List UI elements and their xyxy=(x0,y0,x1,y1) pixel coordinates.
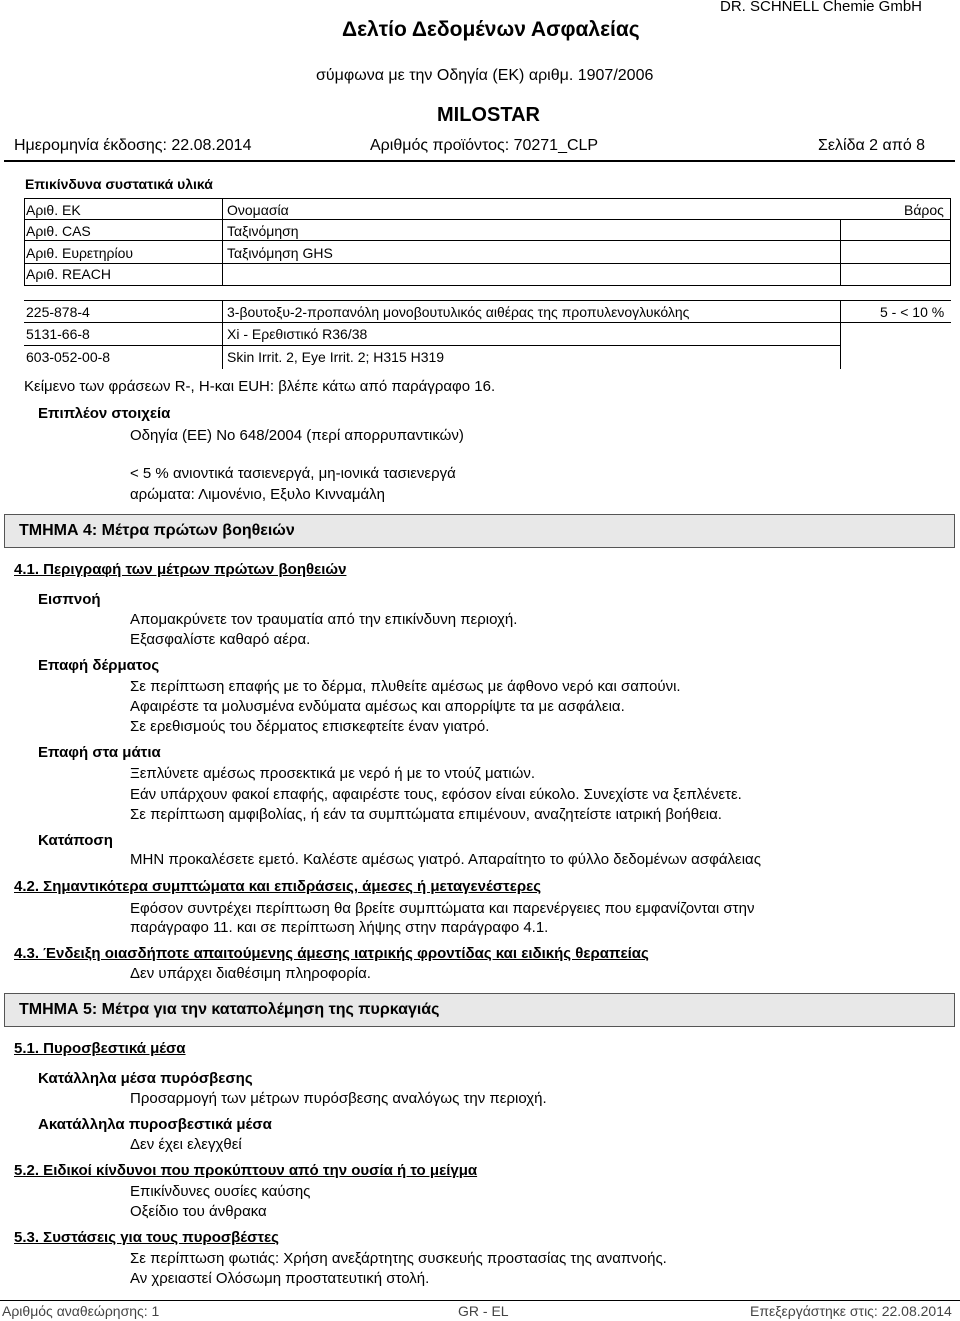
document-title: Δελτίο Δεδομένων Ασφαλείας xyxy=(342,18,640,41)
suitable-media-label: Κατάλληλα μέσα πυρόσβεσης xyxy=(38,1070,253,1087)
header-reach-no: Αριθ. REACH xyxy=(26,266,111,282)
skin-contact-text: Σε περίπτωση επαφής με το δέρμα, πλυθείτε αμέσως με άφθονο νερό και σαπούνι. xyxy=(130,678,681,695)
subsection-4-3-title: 4.3. Ένδειξη οιασδήποτε απαιτούμενης άμεσης ιατρικής φροντίδας και ειδικής θεραπείας xyxy=(14,945,649,962)
subsection-5-3-text: Αν χρειαστεί Ολόσωμη προστατευτική στολή. xyxy=(130,1270,430,1287)
section-5-header xyxy=(4,993,955,1027)
inhalation-text: Εξασφαλίστε καθαρό αέρα. xyxy=(130,631,311,648)
section-4-header xyxy=(4,514,955,548)
table-right-border xyxy=(950,198,951,285)
table-row-divider xyxy=(24,219,951,220)
table-row-divider xyxy=(24,240,951,241)
unsuitable-media-label: Ακατάλληλα πυροσβεστικά μέσα xyxy=(38,1116,272,1133)
ingestion-label: Κατάποση xyxy=(38,832,113,849)
regulation-note: σύμφωνα με την Οδηγία (ΕΚ) αριθμ. 1907/2006 xyxy=(316,67,654,84)
section-5-title: ΤΜΗΜΑ 5: Μέτρα για την καταπολέμηση της πυρκαγιάς xyxy=(19,1001,440,1018)
unsuitable-media-text: Δεν έχει ελεγχθεί xyxy=(130,1136,242,1153)
table-row-divider xyxy=(24,285,951,286)
skin-contact-text: Σε ερεθισμούς του δέρματος επισκεφτείτε έναν γιατρό. xyxy=(130,718,490,735)
subsection-5-1-title: 5.1. Πυροσβεστικά μέσα xyxy=(14,1040,186,1057)
issue-date: Ημερομηνία έκδοσης: 22.08.2014 xyxy=(14,137,252,154)
phrases-note: Κείμενο των φράσεων R-, H-και EUH: βλέπε κάτω από παράγραφο 16. xyxy=(24,378,496,395)
additional-info-line: αρώματα: Λιμονένιο, Εξυλο Κινναμάλη xyxy=(130,486,386,503)
header-index-no: Αριθ. Ευρετηρίου xyxy=(26,245,134,261)
table-col-divider xyxy=(840,219,841,285)
header-cas-no: Αριθ. CAS xyxy=(26,223,91,239)
section-4-title: ΤΜΗΜΑ 4: Μέτρα πρώτων βοηθειών xyxy=(19,522,295,539)
cell-weight: 5 - < 10 % xyxy=(880,304,945,320)
header-divider xyxy=(4,160,955,162)
revision-number: Αριθμός αναθεώρησης: 1 xyxy=(2,1303,160,1319)
subsection-4-2-text: παράγραφο 11. και σε περίπτωση λήψης στην παράγραφο 4.1. xyxy=(130,919,549,936)
processed-date: Επεξεργάστηκε στις: 22.08.2014 xyxy=(750,1303,952,1319)
subsection-5-3-text: Σε περίπτωση φωτιάς: Χρήση ανεξάρτητης συσκευής προστασίας της αναπνοής. xyxy=(130,1250,667,1267)
subsection-4-2-text: Εφόσον συντρέχει περίπτωση θα βρείτε συμπτώματα και παρενέργειες που εμφανίζονται στην xyxy=(130,900,755,917)
table-row-divider xyxy=(24,263,951,264)
skin-contact-label: Επαφή δέρματος xyxy=(38,657,160,674)
skin-contact-text: Αφαιρέστε τα μολυσμένα ενδύματα αμέσως και απορρίψτε τα με ασφάλεια. xyxy=(130,698,625,715)
table-top-border xyxy=(24,198,951,199)
suitable-media-text: Προσαρμογή των μέτρων πυρόσβεσης αναλόγως την περιοχή. xyxy=(130,1090,547,1107)
subsection-4-3-text: Δεν υπάρχει διαθέσιμη πληροφορία. xyxy=(130,965,371,982)
header-ec-no: Αριθ. ΕΚ xyxy=(26,202,81,218)
inhalation-text: Απομακρύνετε τον τραυματία από την επικίνδυνη περιοχή. xyxy=(130,611,518,628)
inhalation-label: Εισπνοή xyxy=(38,591,101,608)
eye-contact-text: Ξεπλύνετε αμέσως προσεκτικά με νερό ή με το ντούζ ματιών. xyxy=(130,765,535,782)
cell-index-no: 603-052-00-8 xyxy=(26,349,111,365)
additional-info-line: < 5 % ανιοντικά τασιενεργά, μη-ιονικά τασιενεργά xyxy=(130,465,456,482)
data-col-divider xyxy=(222,300,223,369)
table-col-divider xyxy=(222,198,223,285)
cell-classification: Xi - Ερεθιστικό R36/38 xyxy=(227,326,368,342)
page-number: Σελίδα 2 από 8 xyxy=(818,137,926,154)
hazardous-components-title: Επικίνδυνα συστατικά υλικά xyxy=(25,176,213,192)
cell-cas-no: 5131-66-8 xyxy=(26,326,90,342)
data-col-divider xyxy=(840,300,841,369)
data-row-divider xyxy=(24,345,840,346)
header-weight: Βάρος xyxy=(904,202,944,218)
eye-contact-label: Επαφή στα μάτια xyxy=(38,744,161,761)
subsection-5-2-title: 5.2. Ειδικοί κίνδυνοι που προκύπτουν από την ουσία ή το μείγμα xyxy=(14,1162,478,1179)
additional-info-title: Επιπλέον στοιχεία xyxy=(38,405,171,422)
eye-contact-text: Σε περίπτωση αμφιβολίας, ή εάν τα συμπτώματα επιμένουν, αναζητείστε ιατρική βοήθεια. xyxy=(130,806,722,823)
subsection-5-3-title: 5.3. Συστάσεις για τους πυροσβέστες xyxy=(14,1229,279,1246)
language-code: GR - EL xyxy=(458,1303,509,1319)
subsection-5-2-text: Οξείδιο του άνθρακα xyxy=(130,1203,267,1220)
cell-ghs-classification: Skin Irrit. 2, Eye Irrit. 2; H315 H319 xyxy=(227,349,445,365)
cell-name: 3-βουτοξυ-2-προπανόλη μονοβουτυλικός αιθέρας της προπυλενογλυκόλης xyxy=(227,304,690,320)
header-name: Ονομασία xyxy=(227,202,289,218)
header-classification: Ταξινόμηση xyxy=(227,223,299,239)
product-number: Αριθμός προϊόντος: 70271_CLP xyxy=(370,137,599,154)
subsection-5-2-text: Επικίνδυνες ουσίες καύσης xyxy=(130,1183,311,1200)
company-name: DR. SCHNELL Chemie GmbH xyxy=(720,0,922,15)
header-ghs-classification: Ταξινόμηση GHS xyxy=(227,245,333,261)
data-row-top-border xyxy=(24,300,951,301)
eye-contact-text: Εάν υπάρχουν φακοί επαφής, αφαιρέστε τους, εφόσον είναι εύκολο. Συνεχίστε να ξεπλένετε. xyxy=(130,786,742,803)
footer-divider xyxy=(0,1300,960,1301)
additional-info-line: Οδηγία (ΕΕ) No 648/2004 (περί απορρυπαντικών) xyxy=(130,427,464,444)
ingestion-text: ΜΗΝ προκαλέσετε εμετό. Καλέστε αμέσως γιατρό. Απαραίτητο το φύλλο δεδομένων ασφάλειας xyxy=(130,851,761,868)
data-row-divider xyxy=(24,322,951,323)
table-left-border xyxy=(24,198,25,285)
subsection-4-1-title: 4.1. Περιγραφή των μέτρων πρώτων βοηθειών xyxy=(14,561,347,578)
subsection-4-2-title: 4.2. Σημαντικότερα συμπτώματα και επιδράσεις, άμεσες ή μεταγενέστερες xyxy=(14,878,542,895)
product-name: MILOSTAR xyxy=(437,104,540,126)
cell-ec-no: 225-878-4 xyxy=(26,304,90,320)
